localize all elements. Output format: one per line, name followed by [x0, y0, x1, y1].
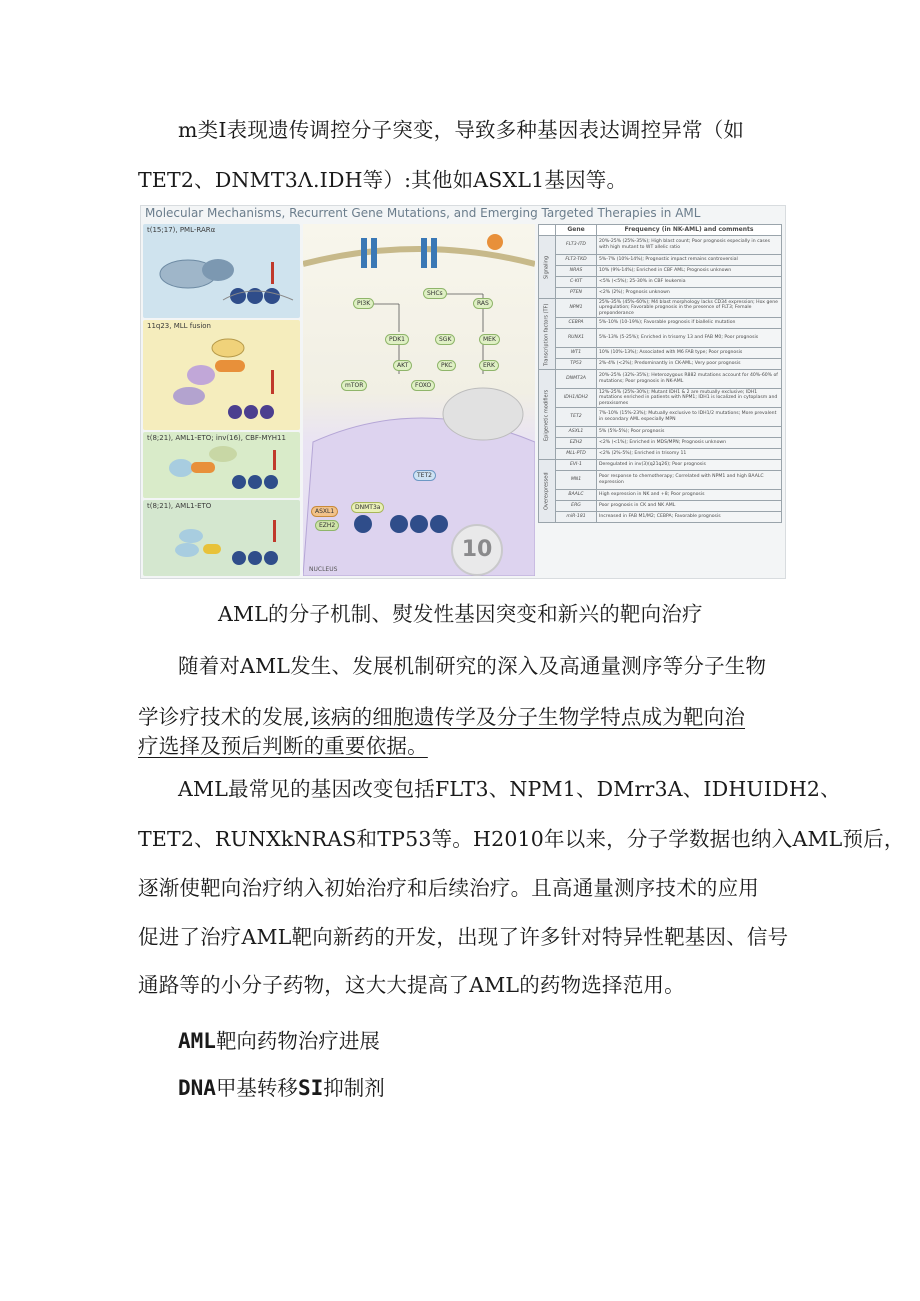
- aml-mechanisms-figure: [140, 205, 786, 579]
- node-mtor: mTOR: [341, 380, 367, 391]
- gene-cell: IDH1/IDH2: [556, 389, 597, 408]
- frequency-cell: 10% (10%-13%); Associated with M6 FAB type; Poor prognosis: [597, 348, 782, 359]
- paragraph-line: 促进了治疗AML靶向新药的开发，出现了许多针对特异性靶基因、信号: [138, 925, 789, 949]
- paragraph-line: 随着对AML发生、发展机制研究的深入及高通量测序等分子生物: [178, 654, 767, 678]
- panel-aml1-eto-cbf: [143, 432, 300, 498]
- heading-text: 靶向药物治疗进展: [215, 1029, 380, 1053]
- gene-cell: FLT3-TKD: [556, 255, 597, 266]
- heading-text: 抑制剂: [323, 1076, 385, 1100]
- underlined-text: 该病的细胞遗传学及分子生物学特点成为靶向治: [310, 705, 746, 729]
- gene-cell: EVI-1: [556, 460, 597, 471]
- frequency-cell: 5%-7% (10%-14%); Prognostic impact remains controversial: [597, 255, 782, 266]
- plain-text: 学诊疗技术的发展,: [138, 705, 311, 729]
- frequency-cell: 5%-13% (5-25%); Enriched in trisomy 13 and FAB M0; Poor prognosis: [597, 329, 782, 348]
- heading-bold-text: AML: [178, 1029, 216, 1053]
- node-akt: AKT: [393, 360, 412, 371]
- category-label: Signaling: [539, 236, 556, 299]
- frequency-cell: <2% (<1%); Enriched in MDS/MPN; Prognosis unknown: [597, 438, 782, 449]
- panel-pml-rara: [143, 224, 300, 318]
- frequency-cell: <2% (2%); Prognosis unknown: [597, 288, 782, 299]
- mutation-frequency-table: [538, 224, 782, 523]
- chromatin-diagram: [143, 500, 300, 576]
- nucleus-label: NUCLEUS: [309, 566, 338, 573]
- heading-text: 甲基转移: [215, 1076, 298, 1100]
- gene-cell: EZH2: [556, 438, 597, 449]
- frequency-cell: <5% (<5%); 25-30% in CBF leukemia: [597, 277, 782, 288]
- gene-cell: DNMT3A: [556, 370, 597, 389]
- frequency-cell: 2%-4% (<2%); Predominantly in CK-AML; Very poor prognosis: [597, 359, 782, 370]
- subsection-heading: [178, 1071, 385, 1101]
- table-header-frequency: Frequency (in NK-AML) and comments: [597, 225, 782, 236]
- node-pdk1: PDK1: [385, 334, 409, 345]
- gene-cell: WT1: [556, 348, 597, 359]
- frequency-cell: Poor prognosis in CK and NK AML: [597, 501, 782, 512]
- node-pi3k: PI3K: [353, 298, 374, 309]
- frequency-cell: Increased in FAB M1/M2; CEBPA; Favorable prognosis: [597, 512, 782, 523]
- frequency-cell: 20%-25% (32%-35%); Heterozygous R882 mutations account for 40%-60% of mutations; Poor prognosis in NK-AML: [597, 370, 782, 389]
- heading-bold-text: SI: [297, 1076, 324, 1100]
- gene-cell: ERG: [556, 501, 597, 512]
- frequency-cell: 5%-10% (10-19%); Favorable prognosis if biallelic mutation: [597, 318, 782, 329]
- frequency-cell: Deregulated in inv(3)(q21q26); Poor prognosis: [597, 460, 782, 471]
- gene-cell: PTEN: [556, 288, 597, 299]
- node-sgk: SGK: [435, 334, 455, 345]
- panel-mll-fusion: [143, 320, 300, 430]
- panel-label: t(15;17), PML-RARα: [147, 226, 216, 234]
- paragraph-line: m类I表现遗传调控分子突变，导致多种基因表达调控异常（如: [178, 118, 745, 142]
- panel-label: 11q23, MLL fusion: [147, 322, 211, 330]
- node-ezh2: EZH2: [315, 520, 339, 531]
- figure-title: Molecular Mechanisms, Recurrent Gene Mutations, and Emerging Targeted Therapies in AML: [145, 206, 701, 220]
- gene-cell: TET2: [556, 408, 597, 427]
- gene-cell: NPM1: [556, 299, 597, 318]
- node-shcs: SHCs: [423, 288, 447, 299]
- category-label: Transcription factors (TF): [539, 299, 556, 370]
- node-dnmt3a: DNMT3a: [351, 502, 384, 513]
- paragraph-line: [138, 700, 745, 730]
- gene-cell: FLT3-ITD: [556, 236, 597, 255]
- heading-bold-text: DNA: [178, 1076, 216, 1100]
- table-header-gene: Gene: [556, 225, 597, 236]
- frequency-cell: Poor response to chemotherapy; Correlated with NPM1 and high BAALC expression: [597, 471, 782, 490]
- anniversary-stamp: 10: [451, 524, 503, 576]
- panel-label: t(8;21), AML1-ETO; inv(16), CBF-MYH11: [147, 434, 286, 442]
- chromatin-diagram: [143, 224, 300, 318]
- figure-caption: AML的分子机制、熨发性基因突变和新兴的靶向治疗: [218, 602, 703, 626]
- frequency-cell: 12%-25% (25%-30%); Mutant IDH1 & 2 are mutually exclusive; IDH1 mutations enriched in patients with NPM1; IDH1 is localized in cytoplasm and peroxisomes: [597, 389, 782, 408]
- frequency-cell: 10% (9%-14%); Enriched in CBF AML; Prognosis unknown: [597, 266, 782, 277]
- node-asxl1: ASXL1: [311, 506, 338, 517]
- node-foxo: FOXO: [411, 380, 435, 391]
- gene-cell: C-KIT: [556, 277, 597, 288]
- gene-cell: BAALC: [556, 490, 597, 501]
- gene-cell: NRAS: [556, 266, 597, 277]
- paragraph-line: [138, 729, 428, 759]
- signaling-pathway-diagram: [303, 224, 535, 576]
- gene-cell: MN1: [556, 471, 597, 490]
- node-tet2: TET2: [413, 470, 436, 481]
- paragraph-line: 逐渐使靶向治疗纳入初始治疗和后续治疗。且高通量测序技术的应用: [138, 876, 759, 900]
- gene-cell: miR-181: [556, 512, 597, 523]
- frequency-cell: High expression in NK and +8; Poor prognosis: [597, 490, 782, 501]
- panel-label: t(8;21), AML1-ETO: [147, 502, 212, 510]
- section-heading: [178, 1024, 380, 1054]
- category-label: Epigenetic modifiers: [539, 370, 556, 460]
- node-ras: RAS: [473, 298, 493, 309]
- panel-aml1-eto: [143, 500, 300, 576]
- frequency-cell: <2% (2%-5%); Enriched in trisomy 11: [597, 449, 782, 460]
- gene-cell: ASXL1: [556, 427, 597, 438]
- category-label: Overexpressed: [539, 460, 556, 523]
- frequency-cell: 7%-10% (15%-23%); Mutually exclusive to IDH1/2 mutations; More prevalent in secondary AML especially MPN: [597, 408, 782, 427]
- frequency-cell: 25%-35% (45%-60%); M4 blast morphology lacks CD34 expression; Hox gene upregulation; Favorable prognosis in the presence of FLT3; Female preponderance: [597, 299, 782, 318]
- node-pkc: PKC: [437, 360, 456, 371]
- gene-cell: TP53: [556, 359, 597, 370]
- node-mek: MEK: [479, 334, 500, 345]
- paragraph-line: TET2、DNMT3Λ.IDH等）:其他如ASXL1基因等。: [138, 168, 628, 192]
- frequency-cell: 5% (5%-5%); Poor prognosis: [597, 427, 782, 438]
- frequency-cell: 20%-25% (25%-35%); High blast count; Poor prognosis especially in cases with high mutant to WT allelic ratio: [597, 236, 782, 255]
- paragraph-line: TET2、RUNXkNRAS和TP53等。H2010年以来，分子学数据也纳入AML预后，: [138, 827, 905, 851]
- paragraph-line: AML最常见的基因改变包括FLT3、NPM1、DMrr3A、IDHUIDH2、: [178, 777, 841, 801]
- node-erk: ERK: [479, 360, 499, 371]
- paragraph-line: 通路等的小分子药物，这大大提高了AML的药物选择范用。: [138, 973, 685, 997]
- gene-cell: CEBPA: [556, 318, 597, 329]
- table-corner: [539, 225, 556, 236]
- gene-cell: RUNX1: [556, 329, 597, 348]
- chromatin-diagram: [143, 432, 300, 498]
- chromatin-diagram: [143, 320, 300, 430]
- gene-cell: MLL-PTD: [556, 449, 597, 460]
- underlined-text: 疗选择及预后判断的重要依据。: [138, 734, 428, 758]
